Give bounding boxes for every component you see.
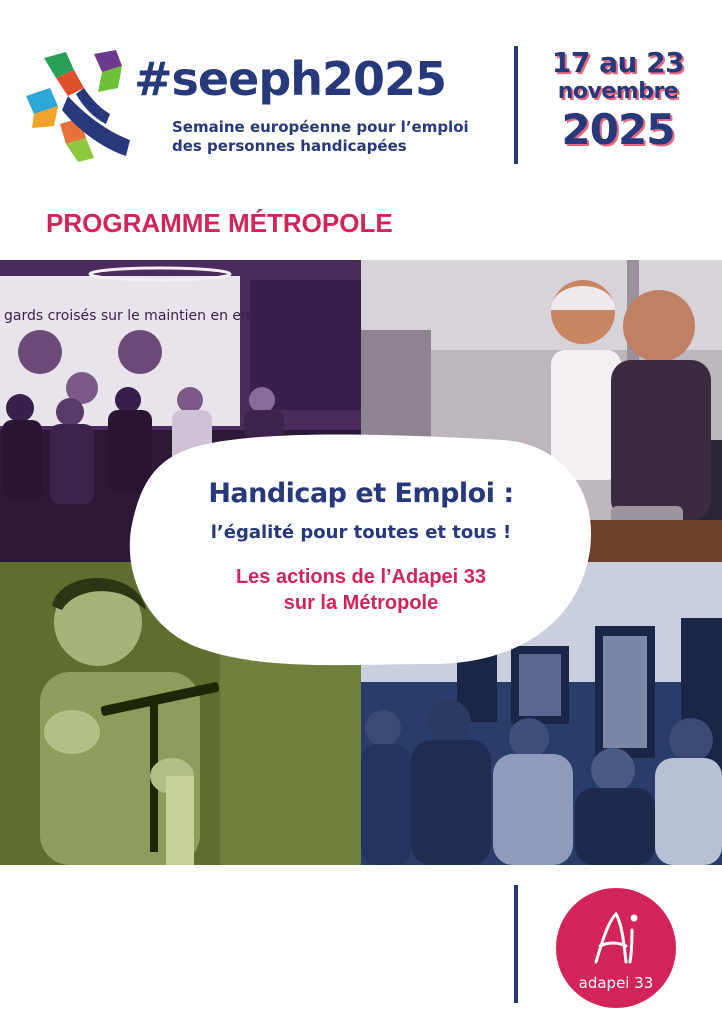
adapei-logo-text: adapei 33	[578, 974, 654, 992]
programme-label: PROGRAMME MÉTROPOLE	[46, 208, 393, 238]
tagline-line-2: des personnes handicapées	[172, 137, 407, 155]
slide-heading: gards croisés sur le maintien en emploi	[4, 308, 280, 324]
center-subtitle: l’égalité pour toutes et tous !	[210, 522, 512, 543]
dates-line-2: novembre	[557, 79, 679, 104]
actions-line-2: sur la Métropole	[283, 592, 439, 614]
dates-line-1: 17 au 23	[551, 46, 685, 79]
header-divider	[514, 46, 518, 164]
center-title: Handicap et Emploi :	[208, 478, 514, 509]
tagline	[172, 118, 469, 156]
hashtag-title: #seeph2025	[134, 52, 447, 106]
tagline-line-1: Semaine européenne pour l’emploi	[172, 118, 469, 136]
center-message	[128, 432, 594, 672]
dates-line-3: 2025	[561, 105, 675, 154]
footer-divider	[514, 885, 518, 1003]
actions-line-1: Les actions de l’Adapei 33	[235, 566, 487, 588]
adapei-logo	[556, 888, 676, 1008]
seeph-logo-icon	[22, 44, 132, 168]
event-dates	[538, 46, 698, 156]
adapei-logo-icon	[592, 908, 640, 966]
